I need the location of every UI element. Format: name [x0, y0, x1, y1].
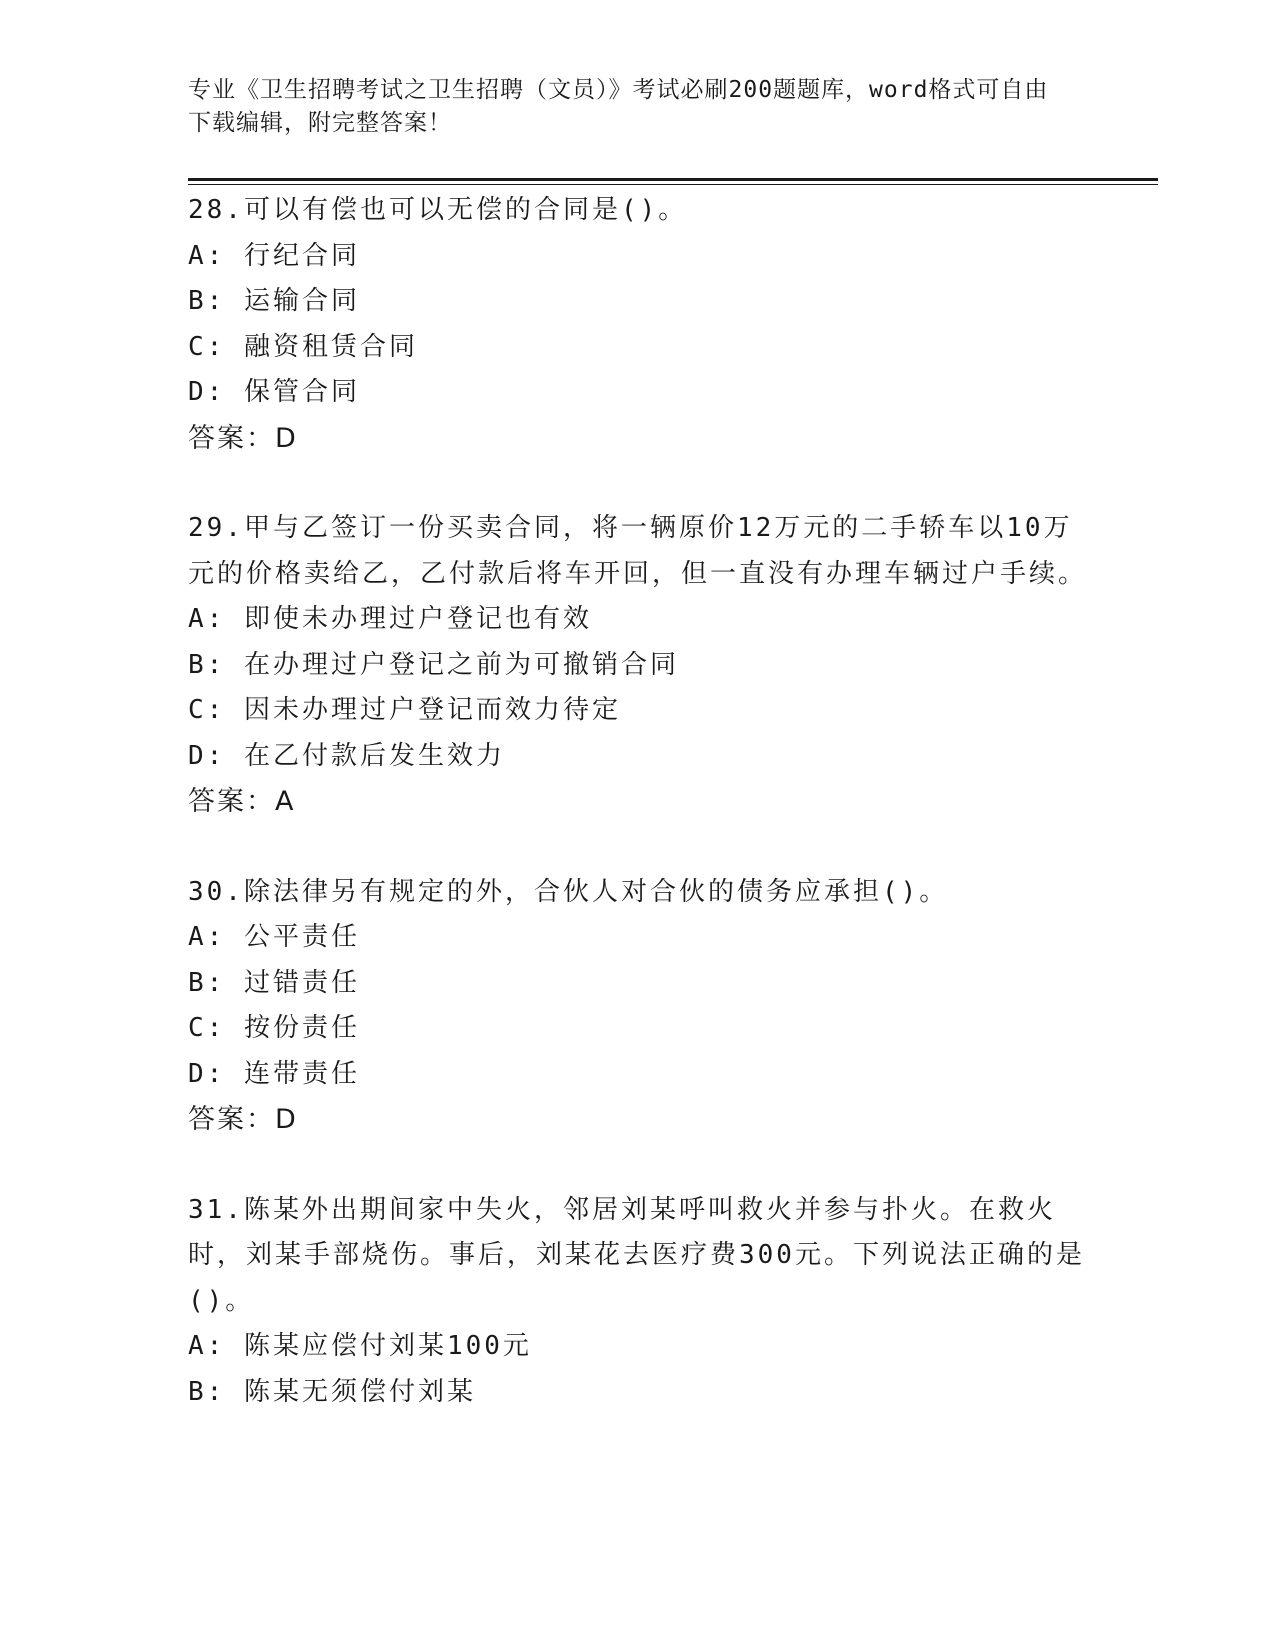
answer-line: 答案：A: [188, 786, 296, 817]
question-stem: 30.除法律另有规定的外，合伙人对合伙的债务应承担()。: [188, 876, 949, 907]
answer-line: 答案：D: [188, 1104, 298, 1135]
header-divider-thick: [188, 178, 1158, 181]
option-b: B: 过错责任: [188, 967, 360, 998]
option-d: D: 在乙付款后发生效力: [188, 740, 505, 771]
option-d: D: 连带责任: [188, 1058, 360, 1089]
answer-line: 答案：D: [188, 422, 298, 454]
option-c: C: 按份责任: [188, 1013, 360, 1043]
option-c: C: 因未办理过户登记而效力待定: [188, 695, 621, 725]
question-30: [188, 870, 1088, 1143]
option-a: A: 即使未办理过户登记也有效: [188, 604, 592, 634]
option-b: B: 在办理过户登记之前为可撤销合同: [188, 649, 679, 680]
question-31: [188, 1188, 1088, 1416]
option-b: B: 运输合同: [188, 286, 360, 316]
option-d: D: 保管合同: [188, 377, 360, 407]
option-c: C: 融资租赁合同: [188, 331, 418, 362]
question-29: [188, 506, 1088, 825]
question-stem: 28.可以有偿也可以无偿的合同是()。: [188, 195, 688, 225]
document-header: 专业《卫生招聘考试之卫生招聘（文员）》考试必刷200题题库，word格式可自由下载编辑，附完整答案！: [188, 77, 1049, 136]
question-list: [188, 188, 1088, 1415]
header-divider-thin: [188, 184, 1158, 185]
option-b: B: 陈某无须偿付刘某: [188, 1376, 476, 1407]
question-stem: 31.陈某外出期间家中失火，邻居刘某呼叫救火并参与扑火。在救火时，刘某手部烧伤。事后，刘某花去医疗费300元。下列说法正确的是()。: [188, 1194, 1085, 1316]
question-28: [188, 188, 1088, 461]
option-a: A: 陈某应偿付刘某100元: [188, 1331, 532, 1361]
option-a: A: 公平责任: [188, 922, 360, 952]
option-a: A: 行纪合同: [188, 240, 360, 271]
question-stem: 29.甲与乙签订一份买卖合同，将一辆原价12万元的二手轿车以10万元的价格卖给乙，乙付款后将车开回，但一直没有办理车辆过户手续。: [188, 513, 1088, 589]
